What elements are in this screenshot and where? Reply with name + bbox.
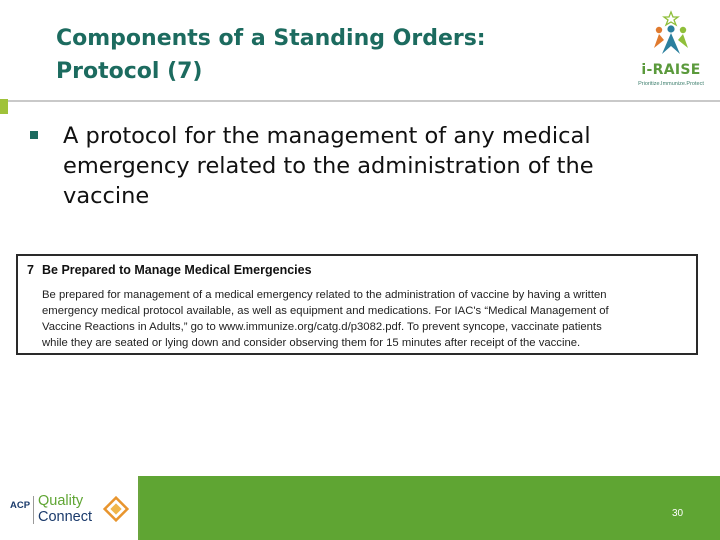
page-number: 30 [672, 508, 684, 519]
bullet-line: emergency related to the administration of the [63, 153, 594, 179]
brand-line-1: Quality [38, 493, 84, 509]
acp-quality-connect-logo [0, 476, 140, 540]
title-divider-accent [0, 99, 8, 114]
brand-line-2: Connect [38, 509, 93, 525]
excerpt-number: 7 [27, 263, 34, 277]
quality-connect-icon [103, 496, 129, 522]
logo-tagline: Prioritize.Immunize.Protect [638, 81, 704, 87]
slide-title-line-2: Protocol (7) [56, 59, 203, 84]
guideline-excerpt [16, 254, 698, 355]
bullet-square-icon [30, 131, 38, 139]
excerpt-line: Vaccine Reactions in Adults,” go to www.immunize.org/catg.d/p3082.pdf. To prevent syncope, vaccinate patients [42, 321, 602, 333]
bullet-line: vaccine [63, 183, 150, 209]
excerpt-heading: Be Prepared to Manage Medical Emergencies [42, 263, 312, 277]
slide-title [56, 22, 596, 88]
footer-bar [140, 476, 720, 540]
bullet-line: A protocol for the management of any medical [63, 123, 591, 149]
excerpt-body [42, 287, 698, 351]
logo-name: i-RAISE [641, 62, 701, 78]
i-raise-figures-icon [646, 10, 696, 62]
excerpt-line: while they are seated or lying down and consider observing them for 15 minutes after receipt of the vaccine. [42, 337, 581, 349]
acp-label: ACP [10, 500, 31, 511]
excerpt-line: Be prepared for management of a medical emergency related to the administration of vaccine by having a written [42, 289, 607, 301]
i-raise-logo [630, 10, 712, 94]
bullet-text [63, 121, 693, 211]
title-divider [0, 100, 720, 102]
logo-separator [33, 496, 34, 524]
slide-title-line-1: Components of a Standing Orders: [56, 26, 486, 51]
excerpt-line: emergency medical protocol available, as well as equipment and medications. For IAC's “Medical Management of [42, 305, 609, 317]
